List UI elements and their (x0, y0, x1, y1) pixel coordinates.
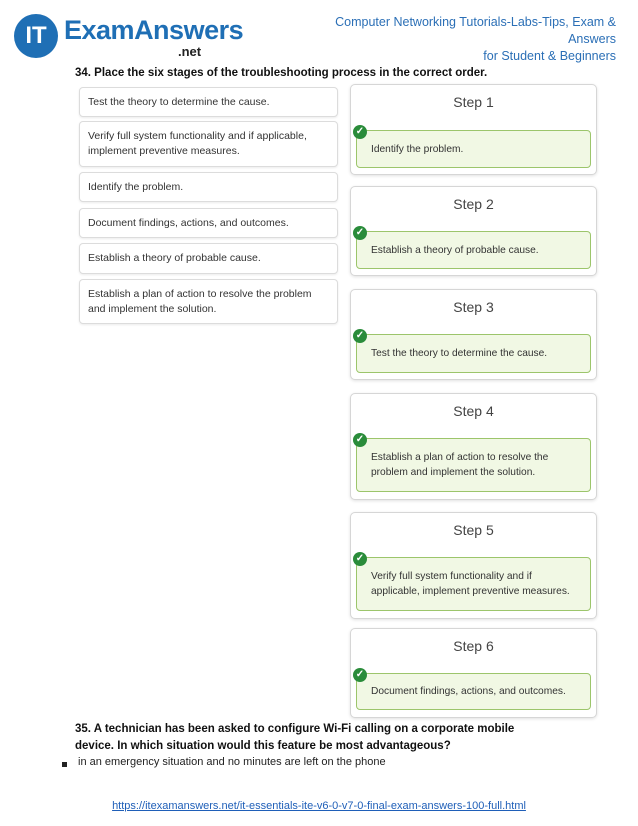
step-title: Step 3 (453, 299, 494, 315)
step-answer-text: Establish a plan of action to resolve the problem and implement the solution. (371, 452, 549, 478)
option-card[interactable]: Establish a plan of action to resolve the problem and implement the solution. (79, 279, 338, 324)
logo-answers-text: Answers (134, 15, 244, 45)
option-card[interactable]: Verify full system functionality and if applicable, implement preventive measures. (79, 121, 338, 167)
logo-wordmark (64, 16, 243, 44)
step-answer[interactable] (355, 126, 591, 168)
footer-link[interactable]: https://itexamanswers.net/it-essentials-ite-v6-0-v7-0-final-exam-answers-100-full.html (112, 800, 526, 812)
step-panel-4 (350, 393, 597, 500)
question-35-answer: in an emergency situation and no minutes are left on the phone (78, 756, 386, 768)
step-answer-text: Test the theory to determine the cause. (371, 348, 548, 359)
site-logo[interactable] (14, 14, 244, 60)
step-answer[interactable] (355, 227, 591, 269)
step-answer-text: Document findings, actions, and outcomes. (371, 686, 566, 697)
logo-net-text: .net (178, 44, 202, 59)
option-card[interactable]: Establish a theory of probable cause. (79, 243, 338, 274)
logo-exam-text: Exam (64, 15, 135, 45)
step-answer-text: Identify the problem. (371, 143, 464, 155)
step-answer[interactable] (355, 669, 591, 710)
check-icon: ✓ (353, 668, 367, 682)
check-icon: ✓ (353, 226, 367, 240)
check-icon: ✓ (353, 125, 367, 139)
step-title: Step 1 (453, 94, 494, 110)
tagline-line-2: for Student & Beginners (483, 49, 616, 63)
step-answer[interactable] (355, 553, 591, 611)
tagline-line-1: Computer Networking Tutorials-Labs-Tips, Exam & Answers (335, 15, 616, 46)
step-panel-1 (350, 84, 597, 175)
step-answer-text: Verify full system functionality and if applicable, implement preventive measures. (371, 571, 570, 597)
question-34-title: 34. Place the six stages of the troubleshooting process in the correct order. (75, 67, 488, 79)
step-panel-6 (350, 628, 597, 718)
option-card[interactable]: Test the theory to determine the cause. (79, 87, 338, 117)
step-panel-5 (350, 512, 597, 619)
check-icon: ✓ (353, 329, 367, 343)
option-card[interactable]: Identify the problem. (79, 172, 338, 202)
bullet-square-icon (62, 762, 67, 767)
step-answer[interactable] (355, 434, 591, 492)
check-icon: ✓ (353, 552, 367, 566)
step-title: Step 6 (453, 638, 494, 654)
option-card[interactable]: Document findings, actions, and outcomes. (79, 208, 338, 238)
step-answer[interactable] (355, 330, 591, 373)
check-icon: ✓ (353, 433, 367, 447)
step-panel-2 (350, 186, 597, 276)
step-title: Step 2 (453, 196, 494, 212)
site-tagline (286, 14, 616, 65)
step-answer-text: Establish a theory of probable cause. (371, 244, 539, 256)
step-panel-3 (350, 289, 597, 380)
question-35-title: 35. A technician has been asked to configure Wi-Fi calling on a corporate mobile device. In which situation would this feature be most advantageous? (75, 723, 515, 752)
step-title: Step 4 (453, 403, 494, 419)
logo-it-badge: IT (14, 14, 58, 58)
step-title: Step 5 (453, 522, 494, 538)
